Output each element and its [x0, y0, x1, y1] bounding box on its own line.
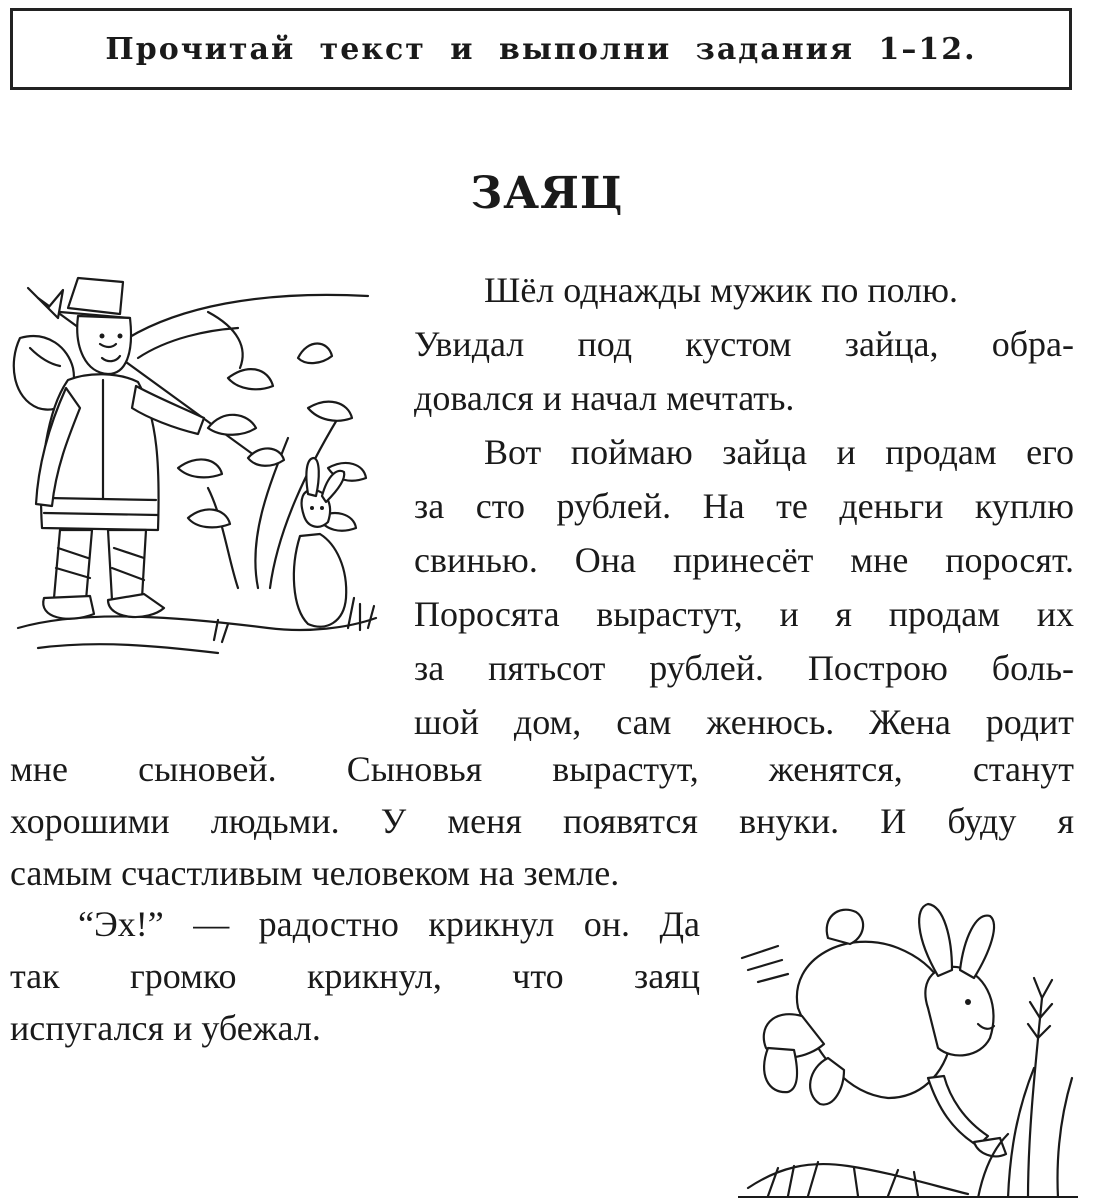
peasant-hare-illustration	[8, 268, 380, 668]
text-line-4: Вот поймаю зайца и продам его	[484, 432, 1074, 472]
text-line-1: Шёл однажды мужик по полю.	[484, 270, 959, 310]
text-line-3: довался и начал мечтать.	[414, 378, 795, 418]
text-line-2: Увидал под кустом зайца, обра-	[414, 324, 1074, 364]
text-line-14: так громко крикнул, что заяц	[10, 956, 700, 996]
text-line-12: самым счастливым человеком на земле.	[10, 853, 620, 893]
instruction-text: Прочитай текст и выполни задания 1–12.	[105, 31, 977, 67]
text-line-8: за пятьсот рублей. Построю боль-	[414, 648, 1074, 688]
text-line-13: “Эх!” — радостно крикнул он. Да	[78, 904, 700, 944]
text-line-10: мне сыновей. Сыновья вырастут, женятся, станут	[10, 749, 1074, 789]
text-line-9: шой дом, сам женюсь. Жена родит	[414, 702, 1074, 742]
text-line-6: свинью. Она принесёт мне поросят.	[414, 540, 1074, 580]
text-line-11: хорошими людьми. У меня появятся внуки. И буду я	[10, 801, 1074, 841]
text-line-5: за сто рублей. На те деньги куплю	[414, 486, 1074, 526]
instruction-box	[10, 8, 1072, 90]
running-hare-illustration	[738, 898, 1078, 1198]
text-line-15: испугался и убежал.	[10, 1008, 321, 1048]
story-title: ЗАЯЦ	[470, 168, 624, 219]
text-line-7: Поросята вырастут, и я продам их	[414, 594, 1074, 634]
